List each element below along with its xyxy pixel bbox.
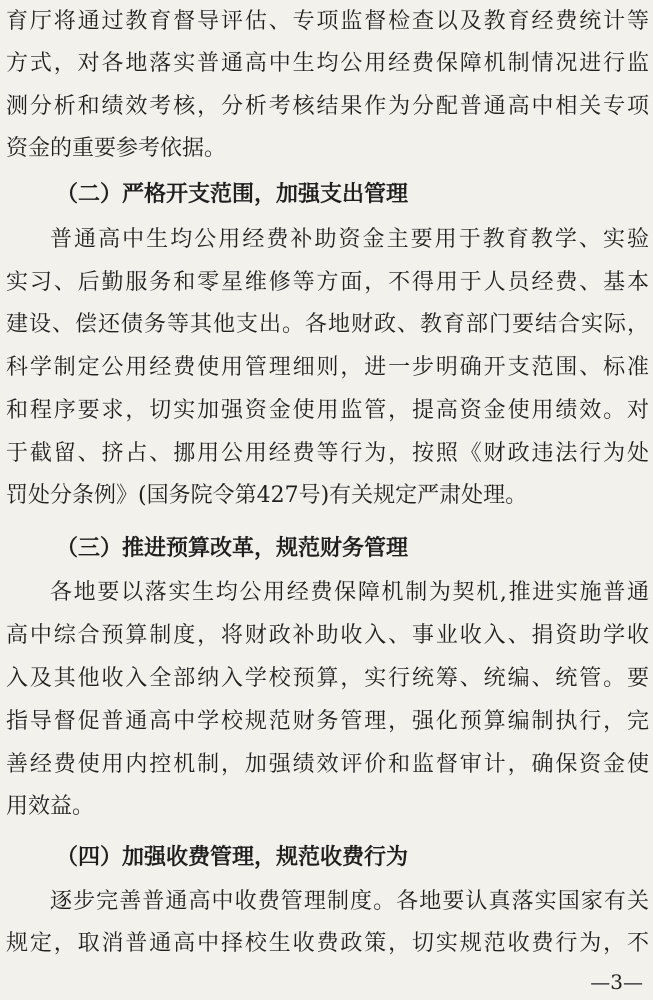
paragraph-2-line-3: 建设、偿还债务等其他支出。各地财政、教育部门要结合实际， [6, 312, 649, 337]
paragraph-3-line-3: 入及其他收入全部纳入学校预算，实行统筹、统编、统管。要 [6, 666, 649, 691]
paragraph-3-line-6: 用效益。 [6, 794, 95, 819]
paragraph-2-line-2: 实习、后勤服务和零星维修等方面，不得用于人员经费、基本 [6, 270, 649, 295]
paragraph-4-line-2: 规定，取消普通高中择校生收费政策，切实规范收费行为，不 [6, 931, 649, 956]
paragraph-1-line-4: 资金的重要参考依据。 [6, 136, 227, 161]
paragraph-1-line-2: 方式，对各地落实普通高中生均公用经费保障机制情况进行监 [6, 51, 649, 76]
section-heading-4: （四）加强收费管理，规范收费行为 [56, 844, 409, 870]
section-heading-3: （三）推进预算改革，规范财务管理 [56, 535, 409, 561]
paragraph-2-line-7: 罚处分条例》(国务院令第427号)有关规定严肃处理。 [6, 483, 528, 508]
paragraph-3-line-2: 高中综合预算制度，将财政补助收入、事业收入、捐资助学收 [6, 623, 649, 648]
paragraph-3-line-5: 善经费使用内控机制，加强绩效评价和监督审计，确保资金使 [6, 752, 649, 777]
paragraph-1-line-1: 育厅将通过教育督导评估、专项监督检查以及教育经费统计等 [6, 9, 649, 34]
paragraph-2-line-1: 普通高中生均公用经费补助资金主要用于教育教学、实验 [50, 227, 649, 252]
section-heading-2: （二）严格开支范围，加强支出管理 [56, 181, 409, 207]
paragraph-3-line-4: 指导督促普通高中学校规范财务管理，强化预算编制执行，完 [6, 709, 649, 734]
paragraph-2-line-4: 科学制定公用经费使用管理细则，进一步明确开支范围、标准 [6, 355, 649, 380]
page-number: —3— [590, 970, 643, 994]
paragraph-2-line-5: 和程序要求，切实加强资金使用监管，提高资金使用绩效。对 [6, 398, 649, 423]
paragraph-1-line-3: 测分析和绩效考核，分析考核结果作为分配普通高中相关专项 [6, 94, 649, 119]
paragraph-2-line-6: 于截留、挤占、挪用公用经费等行为，按照《财政违法行为处 [6, 441, 649, 466]
paragraph-3-line-1: 各地要以落实生均公用经费保障机制为契机,推进实施普通 [50, 580, 649, 605]
paragraph-4-line-1: 逐步完善普通高中收费管理制度。各地要认真落实国家有关 [50, 889, 649, 914]
